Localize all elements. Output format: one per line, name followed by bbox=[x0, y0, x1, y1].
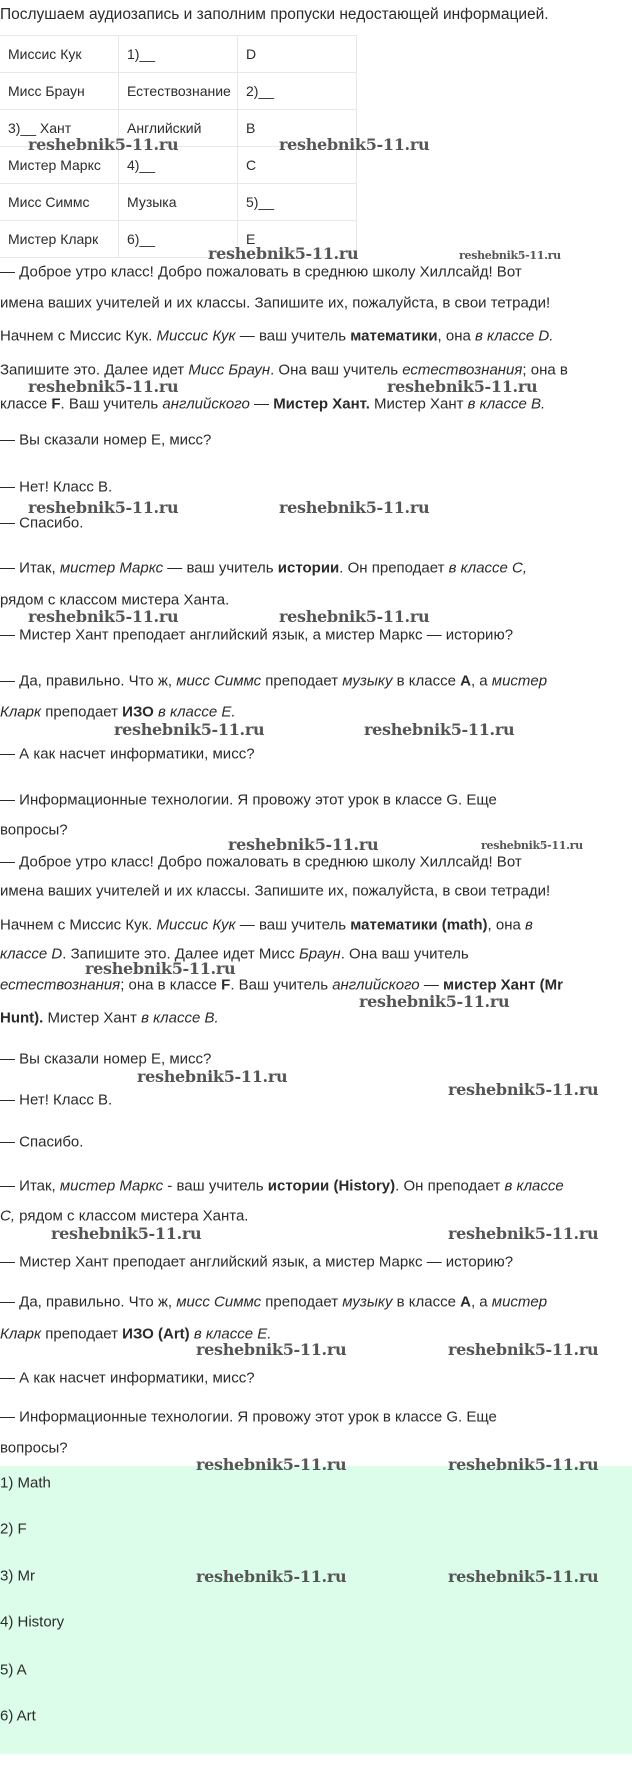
transcript-line bbox=[0, 1093, 112, 1108]
text-segment: Мистер Хант bbox=[369, 395, 468, 413]
text-segment: имена ваших учителей и их классы. Запишите их, пожалуйста, в свои тетради! bbox=[0, 294, 551, 312]
table-cell: 4)__ bbox=[119, 147, 238, 184]
table-cell: B bbox=[238, 110, 357, 147]
italic-text: в bbox=[525, 916, 533, 934]
transcript-line bbox=[0, 884, 550, 899]
transcript-line bbox=[0, 397, 545, 412]
watermark: reshebnik5-11.ru bbox=[448, 1340, 599, 1359]
italic-text: Мисс Браун bbox=[188, 361, 271, 379]
watermark: reshebnik5-11.ru bbox=[359, 992, 510, 1011]
text-segment: ; она в классе bbox=[120, 976, 222, 994]
italic-text: естествознания bbox=[402, 361, 523, 379]
text-segment: — Доброе утро класс! Добро пожаловать в среднюю школу Хиллсайд! Вот bbox=[0, 853, 522, 871]
watermark: reshebnik5-11.ru bbox=[28, 135, 179, 154]
transcript-line bbox=[0, 1209, 248, 1224]
text-segment: — Вы сказали номер E, мисс? bbox=[0, 431, 212, 449]
watermark: reshebnik5-11.ru bbox=[28, 607, 179, 626]
transcript-line bbox=[0, 674, 547, 689]
transcript-line bbox=[0, 628, 513, 643]
text-segment: , она bbox=[437, 327, 476, 345]
watermark: reshebnik5-11.ru bbox=[137, 1067, 288, 1086]
text-segment: . Ваш учитель bbox=[60, 395, 163, 413]
transcript-line bbox=[0, 793, 497, 808]
watermark: reshebnik5-11.ru bbox=[208, 244, 359, 263]
table-cell: Мистер Кларк bbox=[0, 221, 119, 258]
watermark: reshebnik5-11.ru bbox=[387, 377, 538, 396]
answer-item: 3) Mr bbox=[0, 1567, 35, 1585]
answer-item: 4) History bbox=[0, 1613, 65, 1631]
italic-text: в классе B. bbox=[467, 395, 546, 413]
table-cell: Мистер Маркс bbox=[0, 147, 119, 184]
text-segment: в классе bbox=[392, 672, 461, 690]
transcript-line bbox=[0, 1179, 564, 1194]
transcript-line bbox=[0, 433, 211, 448]
text-segment: , а bbox=[470, 672, 492, 690]
table-cell: Естествознание bbox=[119, 73, 238, 110]
text-segment: — ваш учитель bbox=[235, 916, 351, 934]
watermark: reshebnik5-11.ru bbox=[279, 607, 430, 626]
italic-text: мистер bbox=[491, 1293, 548, 1311]
table-cell: 2)__ bbox=[238, 73, 357, 110]
text-segment: — bbox=[419, 976, 443, 994]
italic-text: в классе C, bbox=[448, 559, 528, 577]
italic-text: классе D bbox=[0, 945, 63, 963]
text-segment: — Нет! Класс B. bbox=[0, 478, 113, 496]
bold-text: истории (History) bbox=[267, 1177, 396, 1195]
answer-item: 6) Art bbox=[0, 1707, 36, 1725]
text-segment: . Запишите это. Далее идет Мисс bbox=[62, 945, 299, 963]
text-segment: . Она ваш учитель bbox=[340, 945, 469, 963]
table-cell: 1)__ bbox=[119, 36, 238, 73]
text-segment: — bbox=[249, 395, 274, 413]
watermark: reshebnik5-11.ru bbox=[228, 835, 379, 854]
transcript-line bbox=[0, 918, 533, 933]
text-segment: — ваш учитель bbox=[235, 327, 351, 345]
text-segment: Начнем с Миссис Кук. bbox=[0, 916, 157, 934]
transcript-line bbox=[0, 1410, 497, 1425]
watermark: reshebnik5-11.ru bbox=[196, 1567, 347, 1586]
text-segment: Начнем с Миссис Кук. bbox=[0, 327, 157, 345]
text-segment: — Да, правильно. Что ж, bbox=[0, 1293, 177, 1311]
table-cell: D bbox=[238, 36, 357, 73]
text-segment: рядом с классом мистера Ханта. bbox=[15, 1207, 249, 1225]
text-segment: классе bbox=[0, 395, 52, 413]
table-cell: Английский bbox=[119, 110, 238, 147]
answer-item: 5) A bbox=[0, 1661, 27, 1679]
text-segment: — Вы сказали номер E, мисс? bbox=[0, 1050, 212, 1068]
transcript-line bbox=[0, 265, 522, 280]
table-cell: Мисс Симмс bbox=[0, 184, 119, 221]
answers-block bbox=[0, 1466, 632, 1754]
watermark: reshebnik5-11.ru bbox=[28, 498, 179, 517]
text-segment: — Нет! Класс B. bbox=[0, 1091, 113, 1109]
bold-text: ИЗО bbox=[122, 703, 154, 721]
transcript-line bbox=[0, 561, 527, 576]
italic-text: естествознания bbox=[0, 976, 121, 994]
italic-text: английского bbox=[332, 976, 420, 994]
text-segment: , а bbox=[470, 1293, 492, 1311]
transcript-line bbox=[0, 480, 112, 495]
text-segment: . Она ваш учитель bbox=[270, 361, 403, 379]
text-segment: вопросы? bbox=[0, 1439, 68, 1457]
text-segment: — Мистер Хант преподает английский язык, а мистер Маркс — историю? bbox=[0, 1253, 514, 1271]
watermark: reshebnik5-11.ru bbox=[448, 1224, 599, 1243]
bold-text: ИЗО (Art) bbox=[122, 1325, 190, 1343]
italic-text: C, bbox=[0, 1207, 15, 1225]
bold-text: истории bbox=[277, 559, 340, 577]
text-segment: — Итак, bbox=[0, 1177, 60, 1195]
transcript-line bbox=[0, 855, 522, 870]
text-segment: преподает bbox=[261, 1293, 343, 1311]
bold-text: F bbox=[221, 976, 231, 994]
bold-text: математики (math) bbox=[350, 916, 488, 934]
italic-text: в классе D. bbox=[475, 327, 554, 345]
italic-text: в классе B. bbox=[141, 1009, 219, 1027]
watermark: reshebnik5-11.ru bbox=[448, 1455, 599, 1474]
italic-text: в классе E. bbox=[158, 703, 236, 721]
table-cell: Музыка bbox=[119, 184, 238, 221]
watermark: reshebnik5-11.ru bbox=[85, 959, 236, 978]
transcript-line bbox=[0, 1295, 547, 1310]
text-segment: вопросы? bbox=[0, 821, 68, 839]
bold-text: Мистер Хант. bbox=[273, 395, 370, 413]
italic-text: мисс Симмс bbox=[176, 672, 262, 690]
text-segment: — ваш учитель bbox=[163, 559, 278, 577]
text-segment: — А как насчет информатики, мисс? bbox=[0, 1369, 255, 1387]
watermark: reshebnik5-11.ru bbox=[28, 377, 179, 396]
table-row bbox=[0, 36, 357, 73]
italic-text: в классе bbox=[504, 1177, 564, 1195]
italic-text: Миссис Кук bbox=[156, 916, 236, 934]
table-cell: C bbox=[238, 147, 357, 184]
text-segment: преподает bbox=[261, 672, 343, 690]
answer-item: 1) Math bbox=[0, 1474, 51, 1492]
text-segment: имена ваших учителей и их классы. Запишите их, пожалуйста, в свои тетради! bbox=[0, 882, 551, 900]
watermark: reshebnik5-11.ru bbox=[448, 1080, 599, 1099]
bold-text: A bbox=[460, 672, 471, 690]
transcript-line bbox=[0, 296, 550, 311]
italic-text: Кларк bbox=[0, 1325, 42, 1343]
text-segment: . Он преподает bbox=[395, 1177, 505, 1195]
watermark: reshebnik5-11.ru bbox=[196, 1340, 347, 1359]
watermark: reshebnik5-11.ru bbox=[459, 249, 561, 262]
table-cell: Мисс Браун bbox=[0, 73, 119, 110]
italic-text: мистер bbox=[491, 672, 548, 690]
text-segment: Мистер Хант bbox=[43, 1009, 142, 1027]
text-segment: — А как насчет информатики, мисс? bbox=[0, 745, 255, 763]
text-segment: — Доброе утро класс! Добро пожаловать в среднюю школу Хиллсайд! Вот bbox=[0, 263, 522, 281]
watermark: reshebnik5-11.ru bbox=[448, 1567, 599, 1586]
transcript-line bbox=[0, 823, 68, 838]
text-segment: — Спасибо. bbox=[0, 514, 84, 532]
transcript-line bbox=[0, 1135, 83, 1150]
table-cell: 5)__ bbox=[238, 184, 357, 221]
transcript-line bbox=[0, 1052, 211, 1067]
text-segment: — Информационные технологии. Я провожу этот урок в классе G. Еще bbox=[0, 1408, 497, 1426]
watermark: reshebnik5-11.ru bbox=[481, 839, 583, 852]
table-row bbox=[0, 73, 357, 110]
italic-text: мистер Маркс bbox=[59, 1177, 164, 1195]
italic-text: Миссис Кук bbox=[156, 327, 236, 345]
text-segment: — Итак, bbox=[0, 559, 60, 577]
bold-text: F bbox=[51, 395, 61, 413]
italic-text: в классе E. bbox=[193, 1325, 272, 1343]
bold-text: A bbox=[460, 1293, 471, 1311]
watermark: reshebnik5-11.ru bbox=[279, 498, 430, 517]
transcript-line bbox=[0, 1255, 513, 1270]
text-segment: . Ваш учитель bbox=[230, 976, 333, 994]
bold-text: математики bbox=[350, 327, 438, 345]
transcript-line bbox=[0, 516, 83, 531]
text-segment: ; она в bbox=[522, 361, 568, 379]
text-segment: преподает bbox=[41, 1325, 123, 1343]
italic-text: музыку bbox=[342, 672, 393, 690]
task-instruction: Послушаем аудиозапись и заполним пропуски недостающей информацией. bbox=[0, 6, 549, 23]
italic-text: мисс Симмс bbox=[176, 1293, 262, 1311]
transcript-line bbox=[0, 593, 229, 608]
table-cell: 3)__ Хант bbox=[0, 110, 119, 147]
italic-text: Кларк bbox=[0, 703, 42, 721]
text-segment: — Спасибо. bbox=[0, 1133, 84, 1151]
table-cell: Миссис Кук bbox=[0, 36, 119, 73]
text-segment: рядом с классом мистера Ханта. bbox=[0, 591, 230, 609]
bold-text: Hunt). bbox=[0, 1009, 44, 1027]
italic-text: мистер Маркс bbox=[59, 559, 164, 577]
watermark: reshebnik5-11.ru bbox=[51, 1224, 202, 1243]
transcript-line bbox=[0, 329, 553, 344]
text-segment: в классе bbox=[392, 1293, 461, 1311]
table-cell: E bbox=[238, 221, 357, 258]
transcript-line bbox=[0, 1441, 68, 1456]
italic-text: Браун bbox=[298, 945, 341, 963]
text-segment: , она bbox=[487, 916, 526, 934]
text-segment: . Он преподает bbox=[339, 559, 449, 577]
text-segment: преподает bbox=[41, 703, 123, 721]
text-segment: Запишите это. Далее идет bbox=[0, 361, 189, 379]
answer-item: 2) F bbox=[0, 1520, 27, 1538]
watermark: reshebnik5-11.ru bbox=[279, 135, 430, 154]
italic-text: английского bbox=[162, 395, 250, 413]
text-segment: — Мистер Хант преподает английский язык, а мистер Маркс — историю? bbox=[0, 626, 514, 644]
italic-text: музыку bbox=[342, 1293, 393, 1311]
transcript-line bbox=[0, 1371, 255, 1386]
text-segment: — Да, правильно. Что ж, bbox=[0, 672, 177, 690]
watermark: reshebnik5-11.ru bbox=[364, 720, 515, 739]
transcript-line bbox=[0, 747, 255, 762]
watermark: reshebnik5-11.ru bbox=[196, 1455, 347, 1474]
watermark: reshebnik5-11.ru bbox=[114, 720, 265, 739]
transcript-line bbox=[0, 705, 236, 720]
table-row bbox=[0, 184, 357, 221]
transcript-line bbox=[0, 978, 563, 993]
bold-text: мистер Хант (Mr bbox=[443, 976, 563, 994]
text-segment: - ваш учитель bbox=[163, 1177, 268, 1195]
transcript-line bbox=[0, 1011, 219, 1026]
transcript-line bbox=[0, 363, 568, 378]
table-cell: 6)__ bbox=[119, 221, 238, 258]
text-segment: — Информационные технологии. Я провожу этот урок в классе G. Еще bbox=[0, 791, 497, 809]
